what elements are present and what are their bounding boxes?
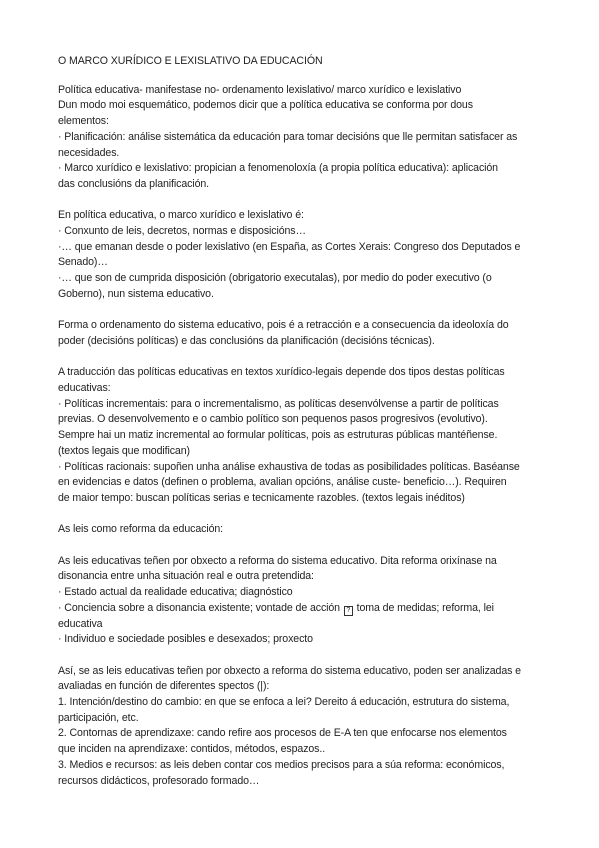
document-title: O MARCO XURÍDICO E LEXISLATIVO DA EDUCACIÓN — [58, 55, 323, 67]
text-line: ·… que son de cumprida disposición (obrigatorio executalas), por medio do poder executivo (o — [58, 272, 492, 285]
text-line: Senado)… — [58, 256, 108, 269]
section-heading-reform — [58, 522, 559, 538]
text-line: das conclusións da planificación. — [58, 177, 209, 190]
text-line: de maior tempo: buscan políticas serias e tecnicamente razobles. (textos legais inéditos) — [58, 491, 465, 504]
text-line: ·… que emanan desde o poder lexislativo (en España, as Cortes Xerais: Congreso dos Deputados e — [58, 240, 521, 253]
text-fragment: toma de medidas; reforma, lei — [356, 601, 494, 614]
text-line: · Planificación: análise sistemática da educación para tomar decisións que lle permitan satisfacer as — [58, 130, 518, 143]
text-line: 1. Intención/destino do cambio: en que se enfoca a lei? Dereito á educación, estrutura do sistema, — [58, 696, 510, 709]
text-line: · Estado actual da realidade educativa; diagnóstico — [58, 586, 293, 599]
text-line: A traducción das políticas educativas en textos xurídico-legais depende dos tipos destas políticas — [58, 366, 505, 379]
text-line: As leis como reforma da educación: — [58, 523, 224, 536]
text-line: educativa — [58, 617, 103, 630]
text-line: avaliadas en función de diferentes spectos (|): — [58, 680, 270, 693]
text-line: · Individuo e sociedade posibles e desexados; proxecto — [58, 633, 313, 646]
text-line: poder (decisións políticas) e das conclusións da planificación (decisións técnicas). — [58, 334, 435, 347]
text-line: Goberno), nun sistema educativo. — [58, 287, 214, 300]
paragraph-aspects — [58, 664, 559, 790]
text-line: As leis educativas teñen por obxecto a reforma do sistema educativo. Dita reforma orixínase na — [58, 554, 497, 567]
text-line: elementos: — [58, 115, 109, 128]
text-line: participación, etc. — [58, 711, 139, 724]
text-line — [58, 601, 559, 617]
text-line: 3. Medios e recursos: as leis deben contar cos medios precisos para a súa reforma: económicos, — [58, 758, 505, 771]
text-line: necesidades. — [58, 146, 120, 159]
missing-glyph-icon: ? — [344, 606, 353, 616]
text-line: · Marco xurídico e lexislativo: propician a fenomenoloxía (a propia política educativa): aplicación — [58, 162, 498, 175]
text-line: En política educativa, o marco xurídico e lexislativo é: — [58, 209, 304, 222]
text-line: Política educativa- manifestase no- ordenamento lexislativo/ marco xurídico e lexislativo — [58, 83, 462, 96]
text-line: Forma o ordenamento do sistema educativo, pois é a retracción e a consecuencia da ideoloxía do — [58, 319, 509, 332]
text-line: Así, se as leis educativas teñen por obxecto a reforma do sistema educativo, poden ser analizadas e — [58, 664, 521, 677]
text-line: Dun modo moi esquemático, podemos dicir que a política educativa se conforma por dous — [58, 99, 473, 112]
text-line: previas. O desenvolvemento e o cambio político son pequenos pasos progresivos (evolutivo). — [58, 413, 488, 426]
text-line: Sempre hai un matiz incremental ao formular políticas, pois as estruturas públicas mantéñense. — [58, 429, 498, 442]
paragraph-reform — [58, 554, 559, 648]
text-line: educativas: — [58, 382, 111, 395]
text-line: · Políticas incrementais: para o incrementalismo, as políticas desenvólvense a partir de políticas — [58, 397, 499, 410]
text-line: 2. Contornas de aprendizaxe: cando refire aos procesos de E-A ten que enfocarse nos elementos — [58, 727, 507, 740]
text-line: recursos didácticos, profesorado formado… — [58, 774, 260, 787]
text-line: disonancia entre unha situación real e outra pretendida: — [58, 570, 314, 583]
paragraph-legal-framework — [58, 208, 559, 302]
text-line: que inciden na aprendizaxe: contidos, métodos, espazos.. — [58, 743, 326, 756]
text-line: · Políticas racionais: supoñen unha análise exhaustiva de todas as posibilidades políticas. Baséanse — [58, 460, 520, 473]
paragraph-political-elements — [58, 83, 559, 193]
text-line: (textos legais que modifican) — [58, 444, 190, 457]
text-line: · Conxunto de leis, decretos, normas e disposicións… — [58, 225, 306, 238]
text-line: en evidencias e datos (definen o problema, avalian opcións, análise custe- beneficio…). Requiren — [58, 476, 507, 489]
text-fragment: · Conciencia sobre a disonancia existente; vontade de acción — [58, 601, 340, 614]
paragraph-ordering — [58, 318, 559, 349]
paragraph-policy-types — [58, 365, 559, 506]
